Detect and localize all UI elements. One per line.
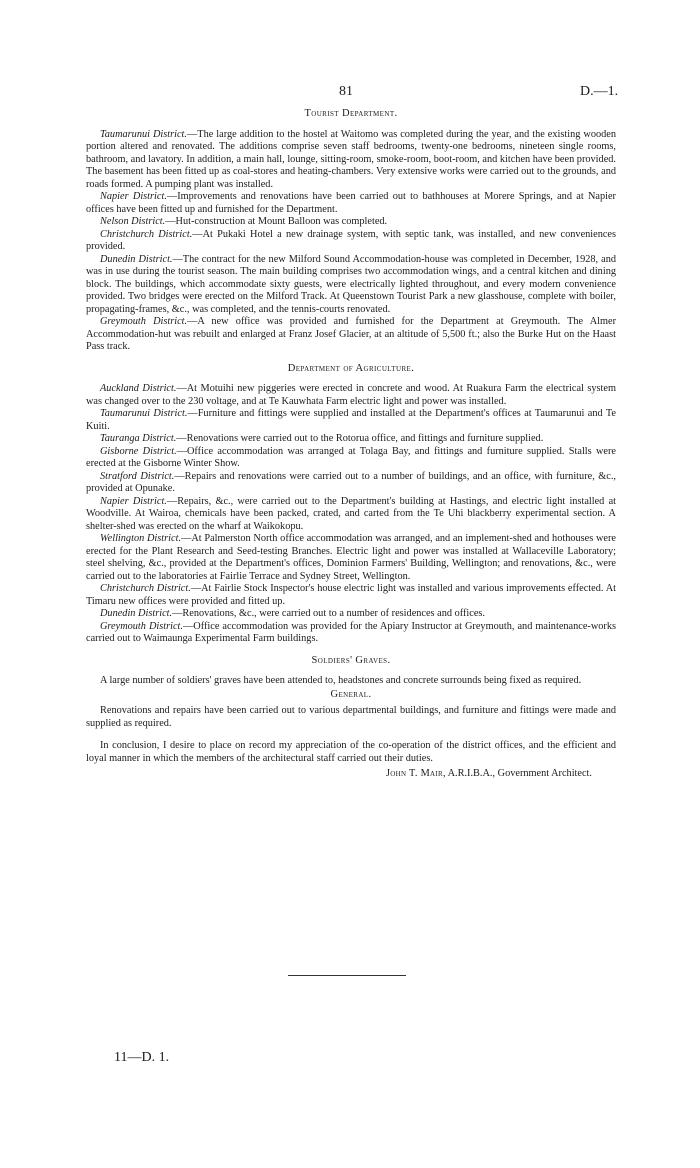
district-name: Greymouth District. [100, 316, 188, 327]
paragraph-conclusion: In conclusion, I desire to place on record my appreciation of the co-operation of the district offices, and the efficient and loyal manner in which the members of the architectural staff carried out their duties. [86, 740, 616, 764]
paragraph-text: —At Motuihi new piggeries were erected in concrete and wood. At Ruakura Farm the electrical system was changed over to the 230 voltage, and at Te Kauwhata Farm electric light and power was installed. [86, 383, 616, 407]
paragraph-text: —The large addition to the hostel at Waitomo was completed during the year, and the existing wooden portion altered and renovated. The additions comprise seven staff bedrooms, twenty-one bedrooms, nineteen single rooms, bathroom, and lavatory. In addition, a main hall, lounge, sitting-room, smoke-room, boot-room, and kitchen have been provided. The basement has been fitted up as coal-stores and heating-chambers. Very extensive works were carried out to the grounds, and roads formed. A pumping plant was installed. [86, 128, 616, 190]
agriculture-department-section [86, 383, 616, 646]
footer-code: 11—D. 1. [114, 1050, 170, 1065]
signature [86, 768, 616, 781]
district-name: Dunedin District. [100, 608, 173, 619]
paragraph-text: —Office accommodation was arranged at Tolaga Bay, and fittings and furniture supplied. Stalls were erected at the Gisborne Winter Show. [86, 445, 616, 469]
district-name: Tauranga District. [100, 433, 177, 444]
district-name: Napier District. [100, 495, 167, 507]
general-heading: General. [330, 688, 372, 700]
paragraph-agriculture-christchurch [86, 583, 616, 608]
signatory-title: , A.R.I.B.A., Government Architect. [443, 768, 592, 779]
report-body [86, 108, 616, 781]
paragraph-text: —A new office was provided and furnished for the Department at Greymouth. The Almer Accommodation-hut was rebuilt and enlarged at Franz Josef Glacier, at an altitude of 5,500 ft.; also the Burke Hut on the Haast Pass track. [86, 316, 616, 352]
district-name: Greymouth District. [100, 620, 183, 632]
paragraph-agriculture-napier [86, 496, 616, 534]
district-name: Dunedin District. [100, 253, 173, 265]
district-name: Christchurch District. [100, 583, 191, 594]
paragraph-tourist-christchurch [86, 229, 616, 254]
paragraph-agriculture-dunedin [86, 608, 616, 621]
tourist-department-heading: Tourist Department. [304, 108, 398, 119]
paragraph-agriculture-stratford [86, 471, 616, 496]
paragraph-general: Renovations and repairs have been carried out to various departmental buildings, and furniture and fittings were made and supplied as required. [86, 705, 616, 729]
page-number: 81 [339, 84, 353, 99]
paragraph-tourist-dunedin [86, 254, 616, 317]
document-code: D.—1. [580, 84, 619, 99]
paragraph-agriculture-wellington [86, 533, 616, 583]
district-name: Auckland District. [100, 383, 177, 394]
district-name: Wellington District. [100, 533, 182, 544]
paragraph-agriculture-greymouth [86, 621, 616, 646]
paragraph-text: —At Pukaki Hotel a new drainage system, with septic tank, was installed, and new conveniences provided. [86, 228, 617, 252]
paragraph-tourist-nelson [86, 216, 616, 229]
paragraph-text: —Office accommodation was provided for the Apiary Instructor at Greymouth, and maintenance-works carried out to Waimaunga Experimental Farm buildings. [86, 620, 616, 644]
district-name: Taumarunui District. [100, 128, 187, 140]
paragraph-agriculture-taumarunui [86, 408, 616, 433]
closing-rule [288, 975, 406, 976]
soldiers-graves-heading: Soldiers' Graves. [311, 654, 391, 666]
paragraph-text: —Improvements and renovations have been carried out to bathhouses at Morere Springs, and at Napier offices have been fitted up and furnished for the Department. [86, 191, 616, 215]
paragraph-text: —At Fairlie Stock Inspector's house electric light was installed and various improvements effected. At Timaru new offices were provided and fitted up. [86, 583, 616, 607]
tourist-department-section [86, 129, 616, 354]
paragraph-text: —Hut-construction at Mount Balloon was completed. [165, 216, 388, 227]
district-name: Christchurch District. [100, 228, 193, 240]
paragraph-tourist-napier [86, 191, 616, 216]
paragraph-text: —Renovations, &c., were carried out to a number of residences and offices. [172, 608, 485, 619]
paragraph-text: —Repairs and renovations were carried out to a number of buildings, and an office, with furniture, &c., provided at Opunake. [86, 470, 617, 494]
district-name: Stratford District. [100, 470, 175, 482]
district-name: Napier District. [100, 191, 167, 202]
paragraph-soldiers-graves: A large number of soldiers' graves have been attended to, headstones and concrete surrounds being fixed as required. [100, 675, 582, 686]
paragraph-text: —Repairs, &c., were carried out to the Department's building at Hastings, and electric light installed at Woodville. At Wairoa, chemicals have been packed, crated, and carted from the Te Uhi blackberry experimental section. A shelter-shed was erected on the wharf at Waikokopu. [86, 495, 616, 532]
paragraph-text: —Furniture and fittings were supplied and installed at the Department's offices at Taumarunui and Te Kuiti. [86, 408, 616, 432]
paragraph-agriculture-gisborne [86, 446, 616, 471]
agriculture-department-heading: Department of Agriculture. [287, 362, 415, 374]
paragraph-tourist-greymouth [86, 316, 616, 354]
paragraph-text: —Renovations were carried out to the Rotorua office, and fittings and furniture supplied. [176, 433, 544, 444]
paragraph-tourist-taumarunui [86, 129, 616, 192]
paragraph-agriculture-auckland [86, 383, 616, 408]
district-name: Taumarunui District. [100, 408, 188, 419]
district-name: Gisborne District. [100, 445, 177, 457]
district-name: Nelson District. [100, 216, 166, 227]
signatory-name: John T. Mair [385, 768, 443, 779]
paragraph-text: —The contract for the new Milford Sound Accommodation-house was completed in December, 1928, and was in use during the tourist season. The main building comprises two accommodation wings, and a central kitchen and dining block. The buildings, which accommodate sixty guests, were electrically lighted throughout, and every modern convenience provided. Two bridges were erected on the Milford Track. At Queenstown Tourist Park a new glasshouse, complete with boiler, propagating-frames, &c., was completed, and the tennis-courts renovated. [86, 253, 616, 315]
paragraph-agriculture-tauranga [86, 433, 616, 446]
paragraph-text: —At Palmerston North office accommodation was arranged, and an implement-shed and hothouses were erected for the Plant Research and Seed-testing Branches. Electric light and power was installed at Wallaceville Laboratory; steel shelving, &c., provided at the Department's offices, Dominion Farmers' Building, Wellington; and renovations, &c., were carried out to the laboratories at Fairlie Terrace and Sydney Street, Wellington. [86, 533, 616, 582]
